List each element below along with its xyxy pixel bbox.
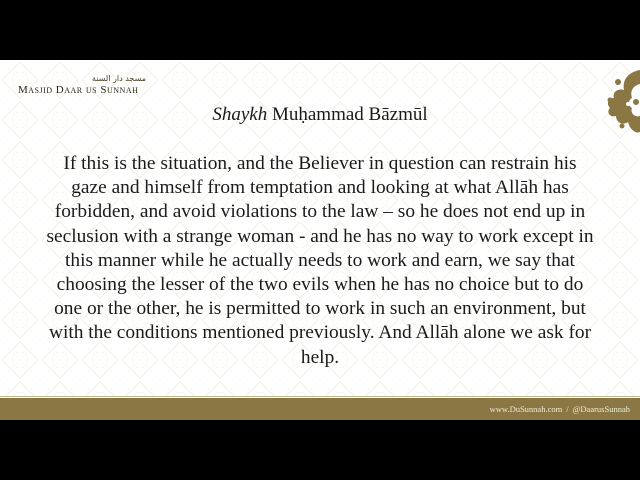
masjid-logo [18, 74, 168, 96]
speaker-name: Muḥammad Bāzmūl [271, 104, 428, 125]
footer-credits [490, 404, 630, 414]
logo-arabic-text: مسجد دار السنة [91, 74, 146, 83]
logo-name-text: Masjid Daar us Sunnah [18, 84, 139, 96]
speaker-honorific: Shaykh [212, 104, 268, 125]
slide [0, 60, 640, 420]
quote-text: If this is the situation, and the Believer in question can restrain his gaze and himself from temptation and looking at what Allāh has forbidden, and avoid violations to the law – so he does not end up in seclusion with a strange woman - and he has no way to work except in this manner while he actually needs to work and earn, we say that choosing the lesser of the two evils when he has no choice but to do one or the other, he is permitted to work in such an environment, but with the conditions mentioned previously. And Allāh alone we ask for help. [46, 153, 594, 368]
ornament-icon [588, 60, 640, 140]
footer-website-link[interactable]: www.DuSunnah.com [489, 404, 563, 414]
footer-divider [0, 396, 640, 397]
speaker-title [0, 104, 640, 126]
footer-separator: / [566, 404, 569, 414]
footer-social-handle[interactable]: @DaarusSunnah [572, 404, 630, 414]
